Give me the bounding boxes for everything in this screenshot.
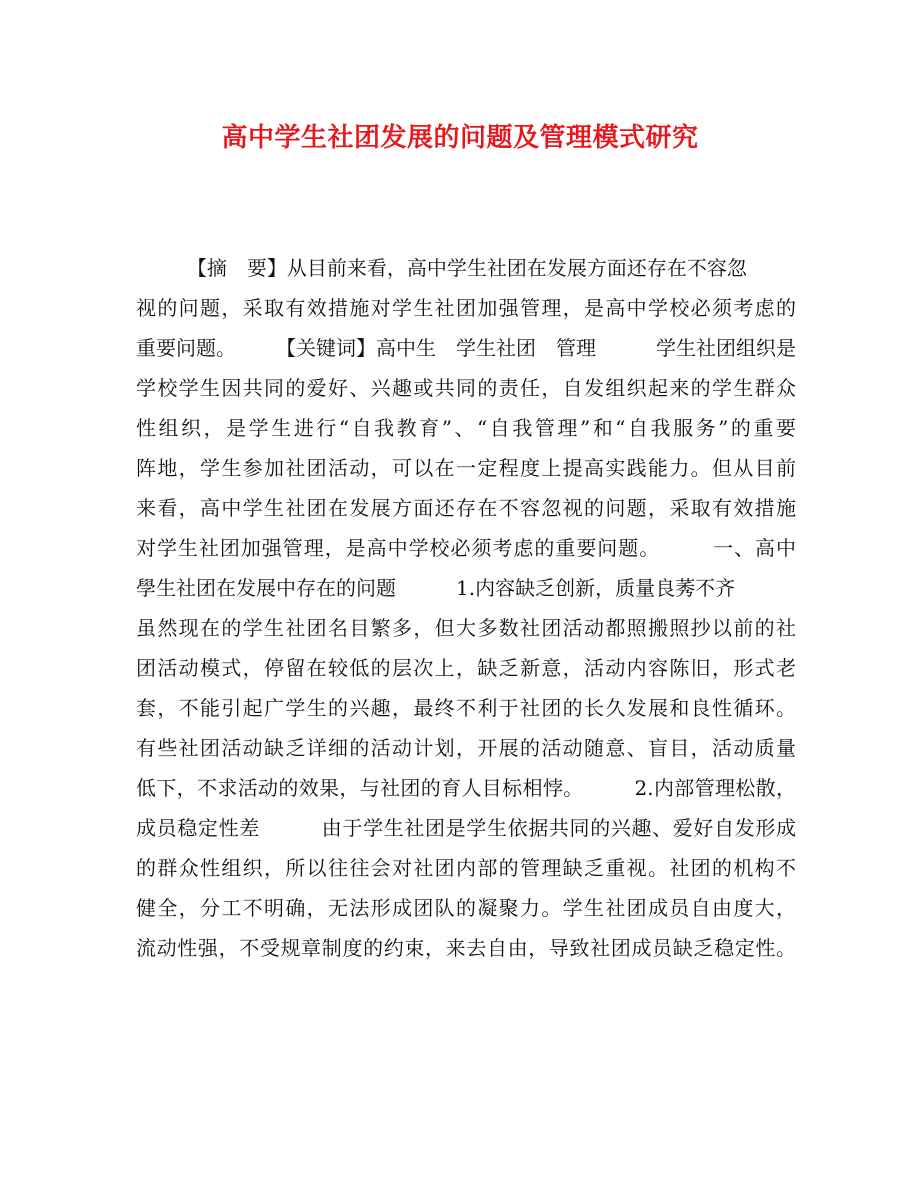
body-line-13: 有些社团活动缺乏详细的活动计划，开展的活动随意、盲目，活动质量 [136,736,796,760]
body-line-1: 【摘 要】从目前来看，高中学生社团在发展方面还存在不容忽 [136,256,747,280]
body-line-15: 成员稳定性差 由于学生社团是学生依据共同的兴趣、爱好自发形成 [136,816,796,840]
body-line-11: 团活动模式，停留在较低的层次上，缺乏新意，活动内容陈旧，形式老 [136,656,796,680]
body-line-4: 学校学生因共同的爱好、兴趣或共同的责任，自发组织起来的学生群众 [136,376,796,400]
body-line-17: 健全，分工不明确，无法形成团队的凝聚力。学生社团成员自由度大， [136,896,796,920]
body-line-5: 性组织，是学生进行“自我教育”、“自我管理”和“自我服务”的重要 [136,416,796,440]
body-line-2: 视的问题，采取有效措施对学生社团加强管理，是高中学校必须考虑的 [136,296,796,320]
document-title: 高中学生社团发展的问题及管理模式研究 [221,123,699,153]
body-line-16: 的群众性组织，所以往往会对社团内部的管理缺乏重视。社团的机构不 [136,856,796,880]
body-line-3: 重要问题。 【关键词】高中生 学生社团 管理 学生社团组织是 [136,336,796,360]
body-line-6: 阵地，学生参加社团活动，可以在一定程度上提高实践能力。但从目前 [136,456,796,480]
body-line-9: 學生社团在发展中存在的问题 1.内容缺乏创新，质量良莠不齐 [136,576,736,600]
body-line-12: 套，不能引起广学生的兴趣，最终不利于社团的长久发展和良性循环。 [136,696,796,720]
body-line-8: 对学生社团加强管理，是高中学校必须考虑的重要问题。 一、高中 [136,536,796,560]
body-line-7: 来看，高中学生社团在发展方面还存在不容忽视的问题，采取有效措施 [136,496,796,520]
body-line-10: 虽然现在的学生社团名目繁多，但大多数社团活动都照搬照抄以前的社 [136,616,796,640]
body-line-14: 低下，不求活动的效果，与社团的育人目标相悖。 2.内部管理松散， [136,776,796,800]
body-line-18: 流动性强，不受规章制度的约束，来去自由，导致社团成员缺乏稳定性。 [136,936,796,960]
